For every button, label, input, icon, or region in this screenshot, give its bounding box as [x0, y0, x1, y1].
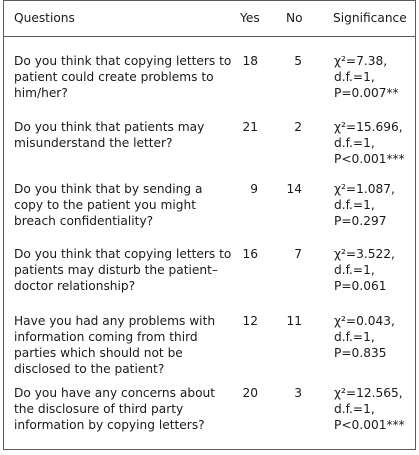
no-count: 5: [294, 54, 302, 68]
significance-cell: [334, 246, 418, 294]
yes-count: 18: [242, 54, 258, 68]
no-count: 7: [294, 247, 302, 261]
no-count: 3: [294, 386, 302, 400]
survey-results-table: [3, 0, 416, 450]
significance-cell: [334, 385, 418, 433]
yes-count: 16: [242, 247, 258, 261]
p-value: P<0.001***: [334, 152, 405, 166]
yes-count: 21: [242, 120, 258, 134]
yes-count: 9: [250, 182, 258, 196]
question-text: Do you think that copying letters to patients may disturb the patient–doctor relationship?: [14, 247, 232, 293]
p-value: P=0.297: [334, 214, 387, 228]
chi-square-value: χ²=7.38,: [334, 54, 388, 68]
degrees-of-freedom: d.f.=1,: [334, 402, 375, 416]
chi-square-value: χ²=3.522,: [334, 247, 395, 261]
question-text: Do you think that patients may misunderstand the letter?: [14, 120, 205, 150]
chi-square-value: χ²=0.043,: [334, 314, 395, 328]
significance-cell: [334, 119, 418, 167]
chi-square-value: χ²=1.087,: [334, 182, 395, 196]
yes-count: 20: [242, 386, 258, 400]
degrees-of-freedom: d.f.=1,: [334, 330, 375, 344]
p-value: P<0.001***: [334, 418, 405, 432]
question-text: Do you have any concerns about the disclosure of third party information by copying letters?: [14, 386, 216, 432]
question-text: Do you think that by sending a copy to the patient you might breach confidentiality?: [14, 182, 203, 228]
table-header: [4, 1, 415, 37]
significance-cell: [334, 53, 418, 101]
degrees-of-freedom: d.f.=1,: [334, 70, 375, 84]
header-questions: Questions: [14, 11, 75, 25]
chi-square-value: χ²=12.565,: [334, 386, 403, 400]
header-yes: Yes: [240, 11, 260, 25]
header-no: No: [286, 11, 303, 25]
p-value: P=0.061: [334, 279, 387, 293]
question-text: Have you had any problems with information coming from third parties which should not be disclosed to the patient?: [14, 314, 216, 376]
header-significance: Significance: [333, 11, 407, 25]
degrees-of-freedom: d.f.=1,: [334, 198, 375, 212]
no-count: 14: [286, 182, 302, 196]
degrees-of-freedom: d.f.=1,: [334, 136, 375, 150]
chi-square-value: χ²=15.696,: [334, 120, 403, 134]
p-value: P=0.007**: [334, 86, 399, 100]
degrees-of-freedom: d.f.=1,: [334, 263, 375, 277]
no-count: 11: [286, 314, 302, 328]
p-value: P=0.835: [334, 346, 387, 360]
significance-cell: [334, 313, 418, 361]
no-count: 2: [294, 120, 302, 134]
significance-cell: [334, 181, 418, 229]
question-text: Do you think that copying letters to patient could create problems to him/her?: [14, 54, 232, 100]
yes-count: 12: [242, 314, 258, 328]
